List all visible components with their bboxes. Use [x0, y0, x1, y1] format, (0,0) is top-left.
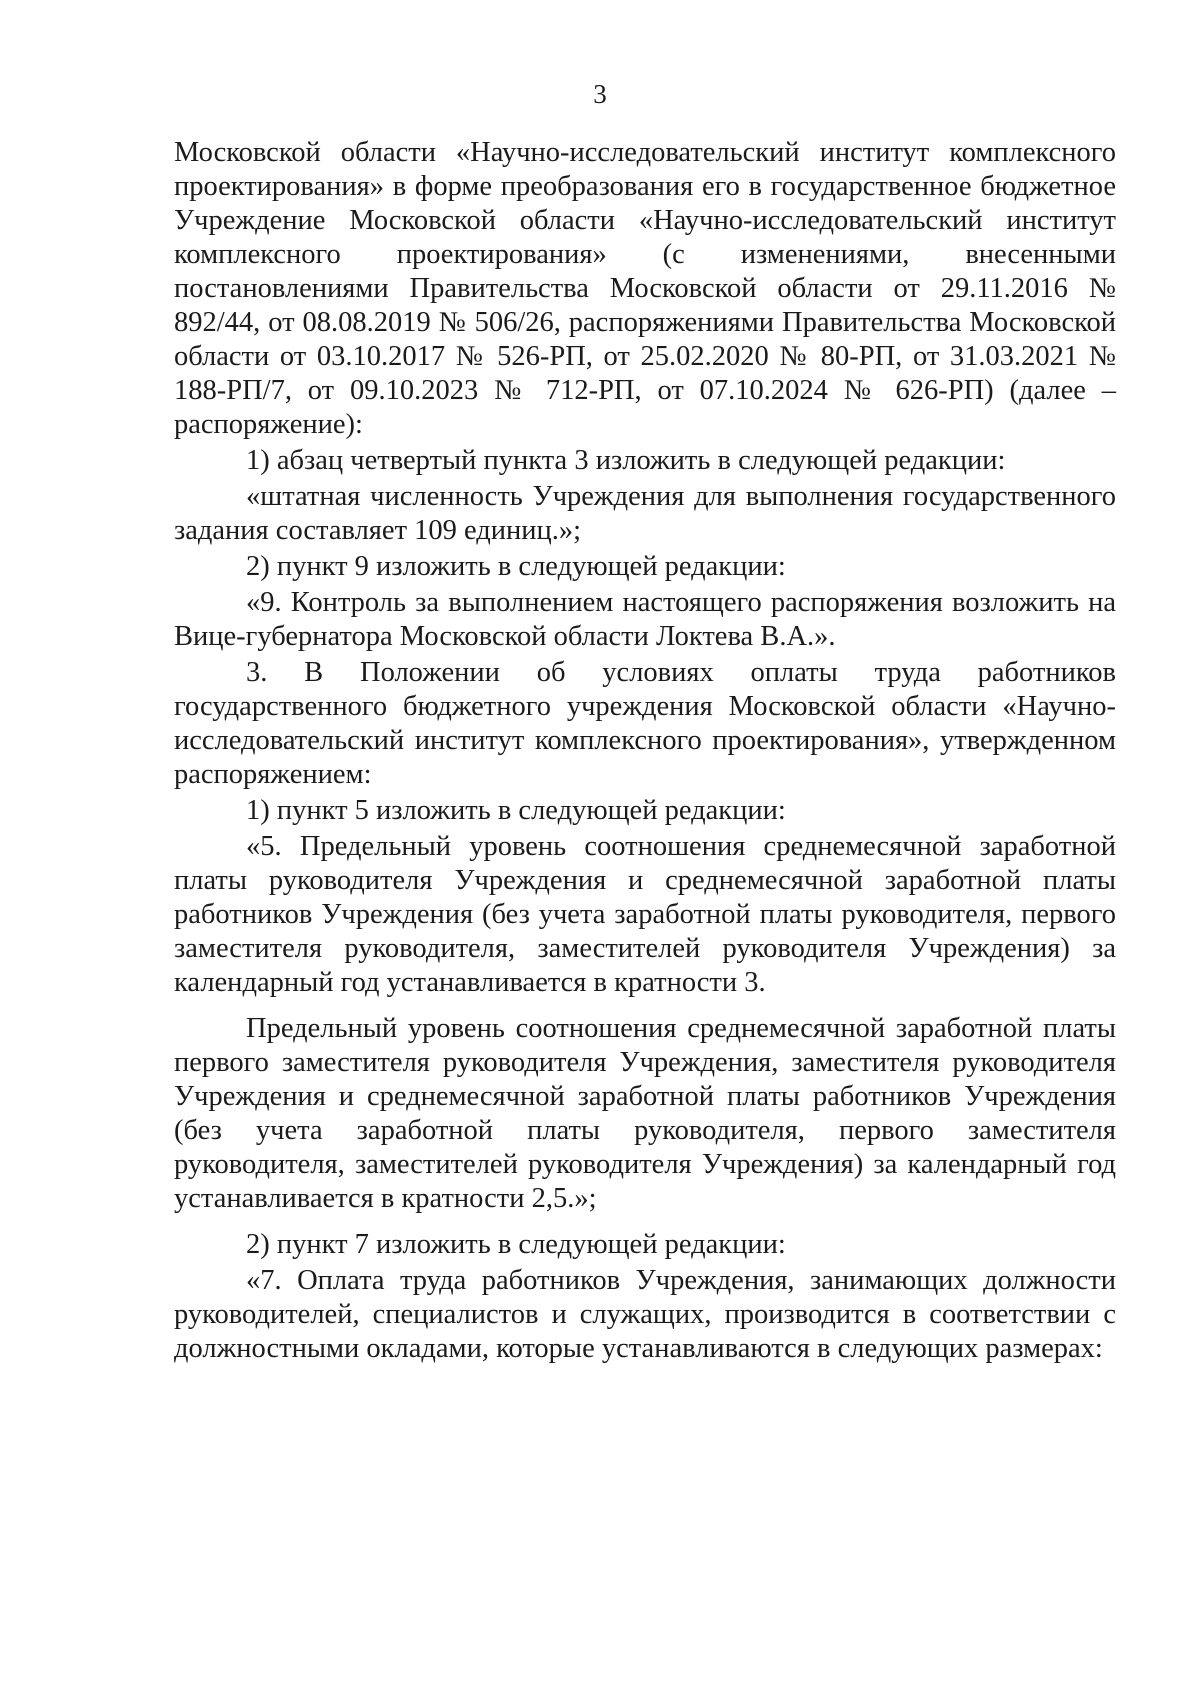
paragraph-item-2-point-7: 2) пункт 7 изложить в следующей редакции: [246, 1229, 786, 1260]
paragraph-quote-point-7: «7. Оплата труда работников Учреждения, занимающих должности руководителей, специалистов и служащих, производится в соответствии с должностными окладами, которые устанавливаются в следующих размерах: [174, 1265, 1116, 1364]
document-body [174, 136, 1116, 1366]
paragraph-item-1: 1) абзац четвертый пункта 3 изложить в следующей редакции: [246, 445, 1006, 476]
paragraph-item-2: 2) пункт 9 изложить в следующей редакции: [246, 551, 786, 582]
paragraph-quote-control: «9. Контроль за выполнением настоящего распоряжения возложить на Вице-губернатора Московской области Локтева В.А.». [174, 587, 1116, 652]
paragraph-section-3: 3. В Положении об условиях оплаты труда работников государственного бюджетного учреждения Московской области «Научно-исследовательский институт комплексного проектирования», утвержденном распоряжением: [174, 657, 1116, 790]
page-number: 3 [593, 79, 607, 109]
paragraph-quote-staff: «штатная численность Учреждения для выполнения государственного задания составляет 109 единиц.»; [174, 481, 1116, 546]
paragraph-ratio-deputy: Предельный уровень соотношения среднемесячной заработной платы первого заместителя руководителя Учреждения, заместителя руководителя Учреждения и среднемесячной заработной платы работников Учреждения (без учета заработной платы руководителя, первого заместителя руководителя, заместителей руководителя Учреждения) за календарный год устанавливается в кратности 2,5.»; [174, 1013, 1116, 1214]
paragraph-item-1-point-5: 1) пункт 5 изложить в следующей редакции: [246, 795, 786, 826]
paragraph-quote-point-5: «5. Предельный уровень соотношения среднемесячной заработной платы руководителя Учреждения и среднемесячной заработной платы работников Учреждения (без учета заработной платы руководителя, первого заместителя руководителя, заместителей руководителя Учреждения) за календарный год устанавливается в кратности 3. [174, 831, 1116, 998]
paragraph-intro-continuation: Московской области «Научно-исследовательский институт комплексного проектирования» в форме преобразования его в государственное бюджетное Учреждение Московской области «Научно-исследовательский институт комплексного проектирования» (с изменениями, внесенными постановлениями Правительства Московской области от 29.11.2016 № 892/44, от 08.08.2019 № 506/26, распоряжениями Правительства Московской области от 03.10.2017 № 526-РП, от 25.02.2020 № 80-РП, от 31.03.2021 № 188-РП/7, от 09.10.2023 № 712-РП, от 07.10.2024 № 626-РП) (далее – распоряжение): [174, 137, 1116, 440]
